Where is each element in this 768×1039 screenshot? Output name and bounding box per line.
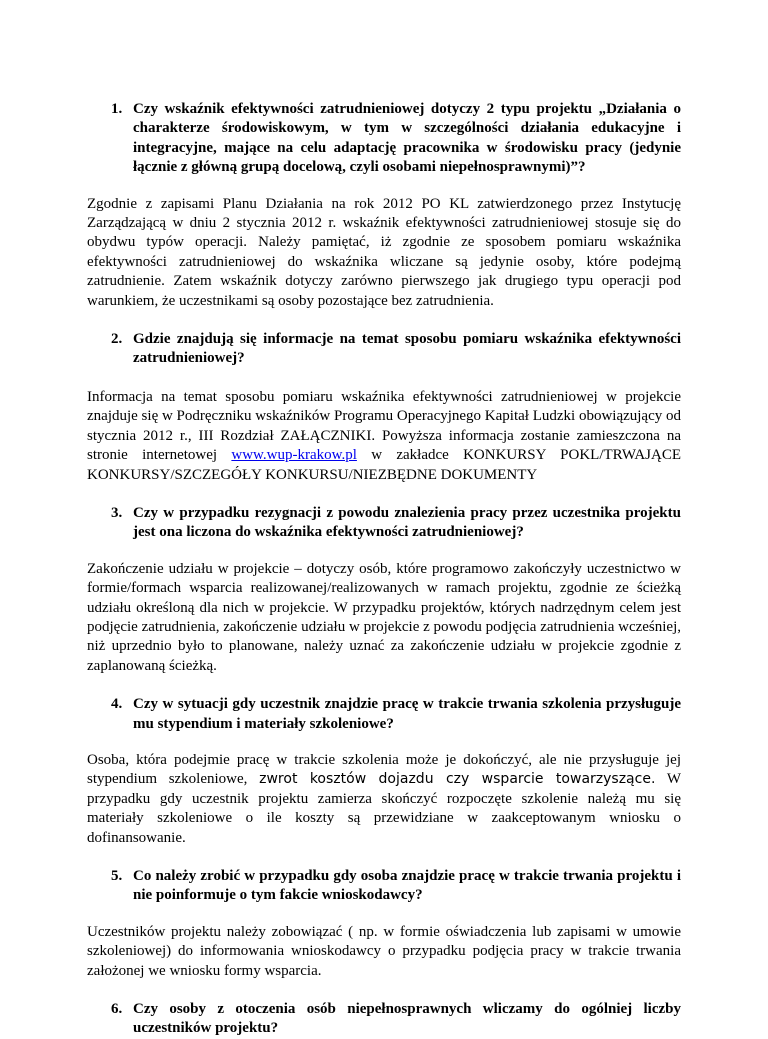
question-text: Gdzie znajdują się informacje na temat sposobu pomiaru wskaźnika efektywności zatrudnieniowej? <box>133 331 681 367</box>
answer-text-continued: W przypadku gdy uczestnik projektu zamierza skończyć rozpoczęte szkolenie należą mu się materiały szkoleniowe o ile koszty są przewidziane w zaakceptowanym wniosku o dofinansowanie. <box>87 771 681 846</box>
question-number: 1. <box>111 101 123 117</box>
question-4 <box>111 695 681 734</box>
question-text: Co należy zrobić w przypadku gdy osoba znajdzie pracę w trakcie trwania projektu i nie poinformuje o tym fakcie wnioskodawcy? <box>133 868 681 904</box>
answer-4 <box>87 751 681 848</box>
answer-3: Zakończenie udziału w projekcie – dotyczy osób, które programowo zakończyły uczestnictwo w formie/formach wsparcia realizowanej/realizowanych w ramach projektu, zgodnie ze ścieżką udziału określoną dla nich w projekcie. W przypadku projektów, których nadrzędnym celem jest podjęcie zatrudnienia, zakończenie udziału w projekcie z powodu podjęcia zatrudnienia wcześniej, niż uprzednio było to planowane, należy uznać za zakończenie udziału w projekcie zgodnie z zaplanowaną ścieżką. <box>87 560 681 674</box>
question-6 <box>111 1000 681 1039</box>
faq-document <box>87 0 681 1039</box>
question-number: 5. <box>111 868 123 884</box>
answer-text: Informacja na temat sposobu pomiaru wskaźnika efektywności zatrudnieniowej w projekcie znajduje się w Podręczniku wskaźników Programu Operacyjnego Kapitał Ludzki obowiązujący od stycznia 2012 r., III Rozdział ZAŁĄCZNIKI. Powyższa informacja zostanie zamieszczona na stronie internetowej <box>87 388 681 464</box>
question-number: 3. <box>111 504 123 521</box>
answer-text-sans: zwrot kosztów dojazdu czy wsparcie towarzyszące. <box>259 771 656 788</box>
answer-2 <box>87 388 681 485</box>
question-text: Czy w sytuacji gdy uczestnik znajdzie pracę w trakcie trwania szkolenia przysługuje mu stypendium i materiały szkoleniowe? <box>133 696 681 732</box>
question-number: 6. <box>111 1001 123 1018</box>
question-1 <box>111 100 681 178</box>
question-number: 4. <box>111 696 123 713</box>
answer-5: Uczestników projektu należy zobowiązać ( np. w formie oświadczenia lub zapisami w umowie szkoleniowej) do informowania wnioskodawcy o przypadku podjęcia pracy w trakcie trwania założonej we wniosku formy wsparcia. <box>87 923 681 979</box>
answer-text-continued: w zakładce KONKURSY POKL/TRWAJĄCE KONKURSY/SZCZEGÓŁY KONKURSU/NIEZBĘDNE DOKUMENTY <box>87 447 682 483</box>
website-link[interactable]: www.wup-krakow.pl <box>231 447 357 464</box>
question-number: 2. <box>111 331 123 348</box>
question-text: Czy w przypadku rezygnacji z powodu znalezienia pracy przez uczestnika projektu jest ona liczona do wskaźnika efektywności zatrudnieniowej? <box>133 504 681 541</box>
question-5 <box>111 867 681 906</box>
answer-1: Zgodnie z zapisami Planu Działania na rok 2012 PO KL zatwierdzonego przez Instytucję Zarządzającą w dniu 2 stycznia 2012 r. wskaźnik efektywności zatrudnieniowej stosuje się do obydwu typów operacji. Należy pamiętać, iż zgodnie ze sposobem pomiaru wskaźnika efektywności zatrudnieniowej do wskaźnika wliczane są jedynie osoby, które podejmą zatrudnienie. Zatem wskaźnik dotyczy zarówno pierwszego jak drugiego typu operacji pod warunkiem, że uczestnikami są osoby pozostające bez zatrudnienia. <box>87 195 681 309</box>
question-2 <box>111 330 681 369</box>
question-3 <box>111 504 681 543</box>
question-text: Czy wskaźnik efektywności zatrudnieniowej dotyczy 2 typu projektu „Działania o charakterze środowiskowym, w tym w szczególności działania edukacyjne i integracyjne, mające na celu adaptację pracownika w środowisku pracy (jedynie łącznie z główną grupą docelową, czyli osobami niepełnosprawnymi)”? <box>133 101 681 176</box>
answer-text: Osoba, która podejmie pracę w trakcie szkolenia może je dokończyć, ale nie przysługuje jej stypendium szkoleniowe, <box>87 751 681 788</box>
question-text: Czy osoby z otoczenia osób niepełnosprawnych wliczamy do ogólniej liczby uczestników projektu? <box>133 1001 681 1037</box>
